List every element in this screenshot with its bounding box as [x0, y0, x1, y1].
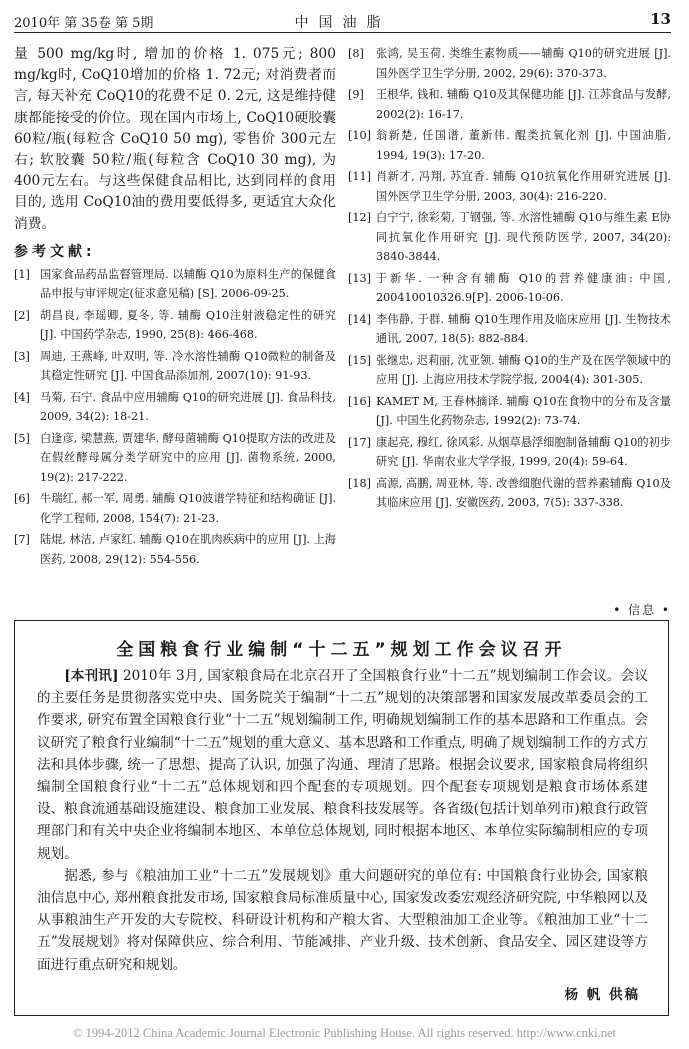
news-body — [37, 665, 648, 976]
section-marker: • 信息 • — [613, 603, 671, 617]
reference-item — [348, 351, 671, 390]
reference-item — [348, 208, 671, 267]
reference-number: [8] — [348, 47, 364, 60]
reference-number: [6] — [14, 492, 30, 506]
reference-text: KAMET M, 王春林摘译. 辅酶 Q10在食物中的分布及含量 [J]. 中国生化药物杂志, 1992(2): 73-74. — [376, 394, 671, 427]
reference-number: [1] — [14, 267, 30, 281]
reference-number: [3] — [14, 349, 30, 363]
reference-item — [14, 429, 336, 488]
issue-info: 2010年 第 35卷 第 5期 — [14, 16, 154, 31]
reference-number: [11] — [348, 170, 371, 183]
reference-text: 康起亮, 穆红, 徐风彩. 从烟草悬浮细胞制备辅酶 Q10的初步研究 [J]. 华南农业大学学报, 1999, 20(4): 59-64. — [376, 435, 671, 468]
reference-text: 马菊, 石宁. 食品中应用辅酶 Q10的研究进展 [J]. 食品科技, 2009, 34(2): 18-21. — [40, 390, 336, 424]
body-paragraph: 量 500 mg/kg时, 增加的价格 1. 075元; 800 mg/kg时, CoQ10增加的价格 1. 72元; 对消费者而言, 每天补充 CoQ10的花费不足 0. 2元, 这是维持健康都能接受的价位。现在国内市场上, CoQ10硬胶囊 60粒/瓶(每粒含 CoQ10 50 mg), 零售价 300元左右; 软胶囊 50粒/瓶(每粒含 CoQ10 30 mg), 为 400元左右。与这些保健食品相比, 达到同样的食用目的, 选用 CoQ10油的费用要低得多, 更适宜大众化消费。 — [14, 46, 336, 232]
reference-number: [18] — [348, 476, 371, 490]
reference-item — [348, 167, 671, 206]
journal-name: 中国油脂 — [294, 15, 391, 31]
reference-text: 肖新才, 冯翔, 苏宜香. 辅酶 Q10抗氧化作用研究进展 [J]. 国外医学卫生学分册, 2003, 30(4): 216-220. — [376, 170, 671, 203]
reference-item — [348, 269, 671, 308]
reference-text: 王根华, 钱和. 辅酶 Q10及其保健功能 [J]. 江苏食品与发酵, 2002(2): 16-17. — [376, 88, 671, 121]
reference-number: [16] — [348, 394, 371, 408]
reference-item — [348, 310, 671, 349]
news-box — [14, 620, 669, 1016]
references-heading: 参考文献: — [14, 243, 96, 260]
copyright-footer: © 1994-2012 China Academic Journal Electronic Publishing House. All rights reserved. http://www.cnki.net — [73, 1026, 616, 1040]
reference-text: 周迪, 王燕峰, 叶双明, 等. 冷水溶性辅酶 Q10微粒的制备及其稳定性研究 [J]. 中国食品添加剂, 2007(10): 91-93. — [40, 349, 336, 383]
reference-text: 白宁宁, 徐彩菊, 丁钢强, 等. 水溶性辅酶 Q10与维生素 E协同抗氧化作用研究 [J]. 现代预防医学, 2007, 34(20): 3840-3844. — [376, 211, 671, 263]
reference-item — [14, 530, 336, 569]
left-column — [14, 44, 336, 571]
reference-number: [9] — [348, 88, 364, 101]
news-paragraph-2: 据悉, 参与《粮油加工业“十二五”发展规划》重大问题研究的单位有: 中国粮食行业协会, 国家粮油信息中心, 郑州粮食批发市场, 国家粮食局标准质量中心, 国家发改委宏观经济研究院, 中华粮网以及从事粮油生产开发的大专院校、科研设计机构和产粮大省、大型粮油加工企业等。《粮油加工业“十二五”发展规划》将对保障供应、综合利用、节能减排、产业升级、技术创新、食品安全、园区建设等方面进行重点研究和规划。 — [37, 867, 648, 973]
references-list-left — [14, 265, 336, 570]
reference-text: 高源, 高鹏, 周亚林, 等. 改善细胞代谢的营养素辅酶 Q10及其临床应用 [J]. 安徽医药, 2003, 7(5): 337-338. — [376, 476, 671, 509]
reference-text: 白逢彦, 梁慧燕, 贾建华. 酵母菌辅酶 Q10提取方法的改进及在假丝酵母属分类学研究中的应用 [J]. 菌物系统, 2000, 19(2): 217-222. — [40, 431, 336, 484]
reference-item — [14, 306, 336, 345]
reference-number: [17] — [348, 435, 371, 449]
news-paragraph-1 — [37, 665, 648, 865]
references-list-right — [348, 44, 671, 513]
reference-item — [14, 347, 336, 386]
reference-item — [348, 85, 671, 124]
reference-item — [348, 126, 671, 165]
news-tag: [本刊讯] — [64, 668, 119, 684]
reference-text: 翁新楚, 任国谱, 董新伟. 醌类抗氧化剂 [J]. 中国油脂, 1994, 19(3): 17-20. — [376, 129, 671, 162]
reference-item — [14, 388, 336, 427]
reference-item — [348, 474, 671, 513]
reference-number: [5] — [14, 431, 30, 445]
reference-text: 于新华. 一种含有辅酶 Q10的营养健康油: 中国, 200410010326.9[P]. 2006-10-06. — [376, 271, 671, 304]
right-column — [348, 44, 671, 515]
reference-number: [4] — [14, 390, 30, 404]
reference-text: 牛瑞红, 郝一军, 周勇. 辅酶 Q10波谱学特征和结构确证 [J]. 化学工程师, 2008, 154(7): 21-23. — [40, 492, 336, 525]
reference-item — [14, 489, 336, 528]
reference-number: [13] — [348, 271, 371, 285]
reference-number: [12] — [348, 211, 371, 224]
reference-text: 胡昌良, 李瑶卿, 夏冬, 等. 辅酶 Q10注射液稳定性的研究 [J]. 中国药学杂志, 1990, 25(8): 466-468. — [40, 308, 336, 342]
page-number: 13 — [650, 10, 671, 28]
news-title: 全国粮食行业编制“十二五”规划工作会议召开 — [116, 640, 567, 660]
reference-number: [14] — [348, 312, 371, 326]
reference-text: 国家食品药品监督管理局. 以辅酶 Q10为原料生产的保健食品申报与审评规定(征求意见稿) [S]. 2006-09-25. — [40, 267, 336, 301]
news-signature: 杨 帆 供稿 — [564, 987, 640, 1003]
reference-item — [14, 265, 336, 304]
reference-text: 陆焜, 林洁, 卢家红. 辅酶 Q10在肌肉疾病中的应用 [J]. 上海医药, 2008, 29(12): 554-556. — [40, 533, 336, 566]
reference-number: [2] — [14, 308, 30, 322]
reference-text: 张鸿, 吴玉荷. 类维生素物质——辅酶 Q10的研究进展 [J]. 国外医学卫生学分册, 2002, 29(6): 370-373. — [376, 47, 671, 80]
running-header — [14, 10, 671, 33]
reference-item — [348, 433, 671, 472]
reference-item — [348, 392, 671, 431]
reference-number: [10] — [348, 129, 371, 142]
reference-item — [348, 44, 671, 83]
reference-text: 李伟静, 于群. 辅酶 Q10生理作用及临床应用 [J]. 生物技术通讯, 2007, 18(5): 882-884. — [376, 312, 671, 345]
news-text-1: 2010年 3月, 国家粮食局在北京召开了全国粮食行业“十二五”规划编制工作会议。会议的主要任务是贯彻落实党中央、国务院关于编制“十二五”规划的决策部署和国家发展改革委员会的工作要求, 研究布置全国粮食行业“十二五”规划编制工作, 明确规划编制工作的基本思路和工作重点。会议研究了粮食行业编制“十二五”规划的重大意义、基本思路和工作重点, 明确了规划编制工作的方式方法和具体步骤, 统一了思想、提高了认识, 加强了沟通、理清了思路。根据会议要求, 国家粮食局将组织编制全国粮食行业“十二五”总体规划和四个配套的专项规划。四个配套专项规划是粮食市场体系建设、粮食流通基础设施建设、粮食加工业发展、粮食科技发展等。各省级(包括计划单列市)粮食行政管理部门和有关中央企业将编制本地区、本单位总体规划, 同时根据本地区、本单位实际编制相应的专项规划。 — [37, 668, 648, 862]
reference-number: [7] — [14, 533, 30, 547]
reference-number: [15] — [348, 353, 371, 367]
reference-text: 张继忠, 迟莉丽, 沈亚领. 辅酶 Q10的生产及在医学领域中的应用 [J]. 上海应用技术学院学报, 2004(4): 301-305. — [376, 353, 671, 386]
